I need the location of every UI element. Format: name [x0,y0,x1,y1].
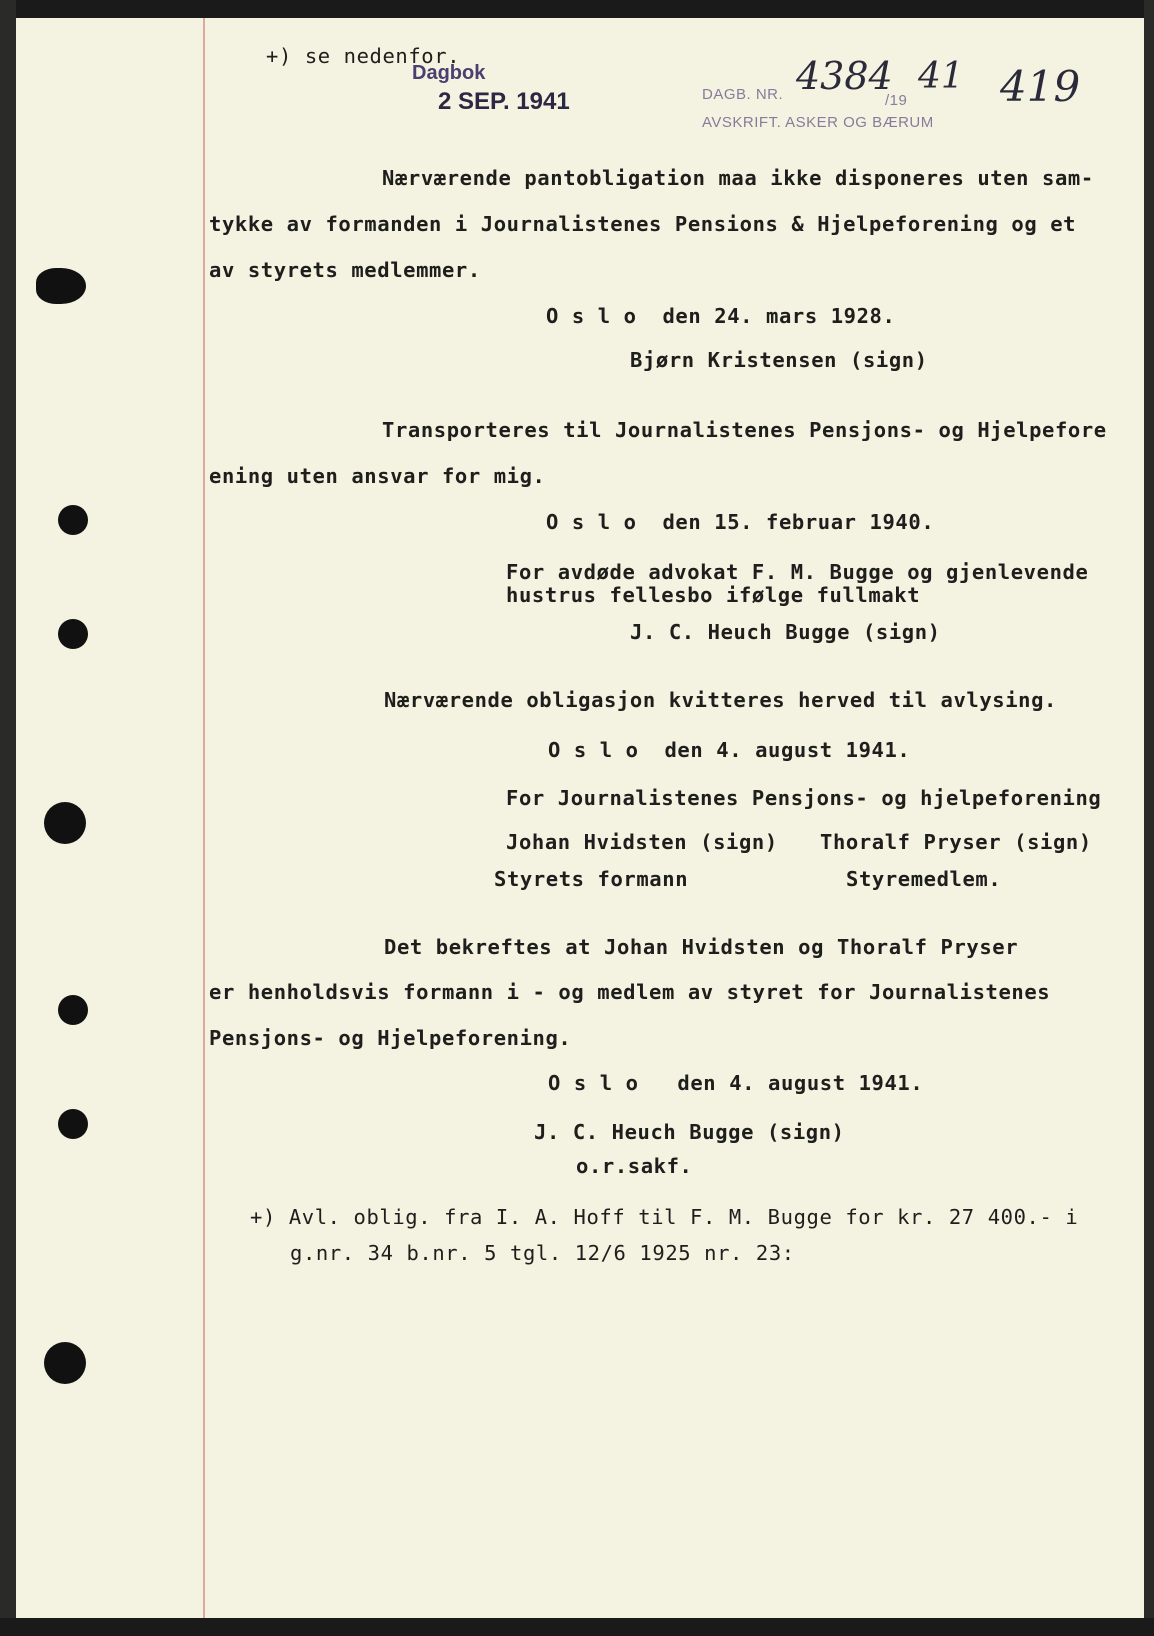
scan-border-top [0,0,1154,18]
note-reference: +) se nedenfor. [266,44,461,68]
punch-hole-icon [58,995,88,1025]
signature-line: Thoralf Pryser (sign) [820,830,1092,854]
punch-hole-icon [44,802,86,844]
punch-hole-icon [58,505,88,535]
text-line: ening uten ansvar for mig. [209,464,546,488]
punch-hole-icon [44,1342,86,1384]
title-line: o.r.sakf. [576,1154,693,1178]
dagb-year-prefix: /19 [885,92,908,109]
text-line: Det bekreftes at Johan Hvidsten og Thoralf Pryser [384,935,1019,959]
text-line: For Journalistenes Pensjons- og hjelpeforening [506,786,1102,810]
text-line: O s l o den 4. august 1941. [548,738,911,762]
footnote-line: g.nr. 34 b.nr. 5 tgl. 12/6 1925 nr. 23: [290,1241,795,1265]
dagb-number: 4384 [796,54,893,98]
text-line: hustrus fellesbo ifølge fullmakt [506,583,921,607]
title-line: Styremedlem. [846,867,1002,891]
text-line: Transporteres til Journalistenes Pensjons- og Hjelpefore [382,418,1107,442]
signature-line: Johan Hvidsten (sign) [506,830,778,854]
stamp-office: Dagbok [412,62,486,84]
text-line: O s l o den 15. februar 1940. [546,510,935,534]
scan-border-bottom [0,1618,1154,1636]
text-line: er henholdsvis formann i - og medlem av styret for Journalistenes [209,980,1051,1004]
stamp-date: 2 SEP. 1941 [438,88,570,115]
scan-border-left [0,0,16,1636]
signature-line: J. C. Heuch Bugge (sign) [534,1120,845,1144]
dagb-label: DAGB. NR. [702,86,784,103]
title-line: Styrets formann [494,867,689,891]
punch-hole-icon [58,619,88,649]
text-line: For avdøde advokat F. M. Bugge og gjenlevende [506,560,1089,584]
signature-line: J. C. Heuch Bugge (sign) [630,620,941,644]
punch-hole-icon [58,1109,88,1139]
text-line: O s l o den 4. august 1941. [548,1071,924,1095]
text-line: Nærværende obligasjon kvitteres herved til avlysing. [384,688,1057,712]
avskrift-stamp: AVSKRIFT. ASKER OG BÆRUM [702,114,934,131]
text-line: av styrets medlemmer. [209,258,481,282]
text-line: tykke av formanden i Journalistenes Pensions & Hjelpeforening og et [209,212,1077,236]
text-line: Pensjons- og Hjelpeforening. [209,1026,572,1050]
signature-line: Bjørn Kristensen (sign) [630,348,928,372]
scan-border-right [1144,0,1154,1636]
folio-number: 419 [1000,62,1081,111]
footnote-line: +) Avl. oblig. fra I. A. Hoff til F. M. Bugge for kr. 27 400.- i [250,1205,1079,1229]
dagb-year: 41 [918,56,964,97]
margin-rule [203,18,205,1618]
text-line: O s l o den 24. mars 1928. [546,304,896,328]
text-line: Nærværende pantobligation maa ikke disponeres uten sam- [382,166,1094,190]
punch-hole-icon [36,268,86,304]
